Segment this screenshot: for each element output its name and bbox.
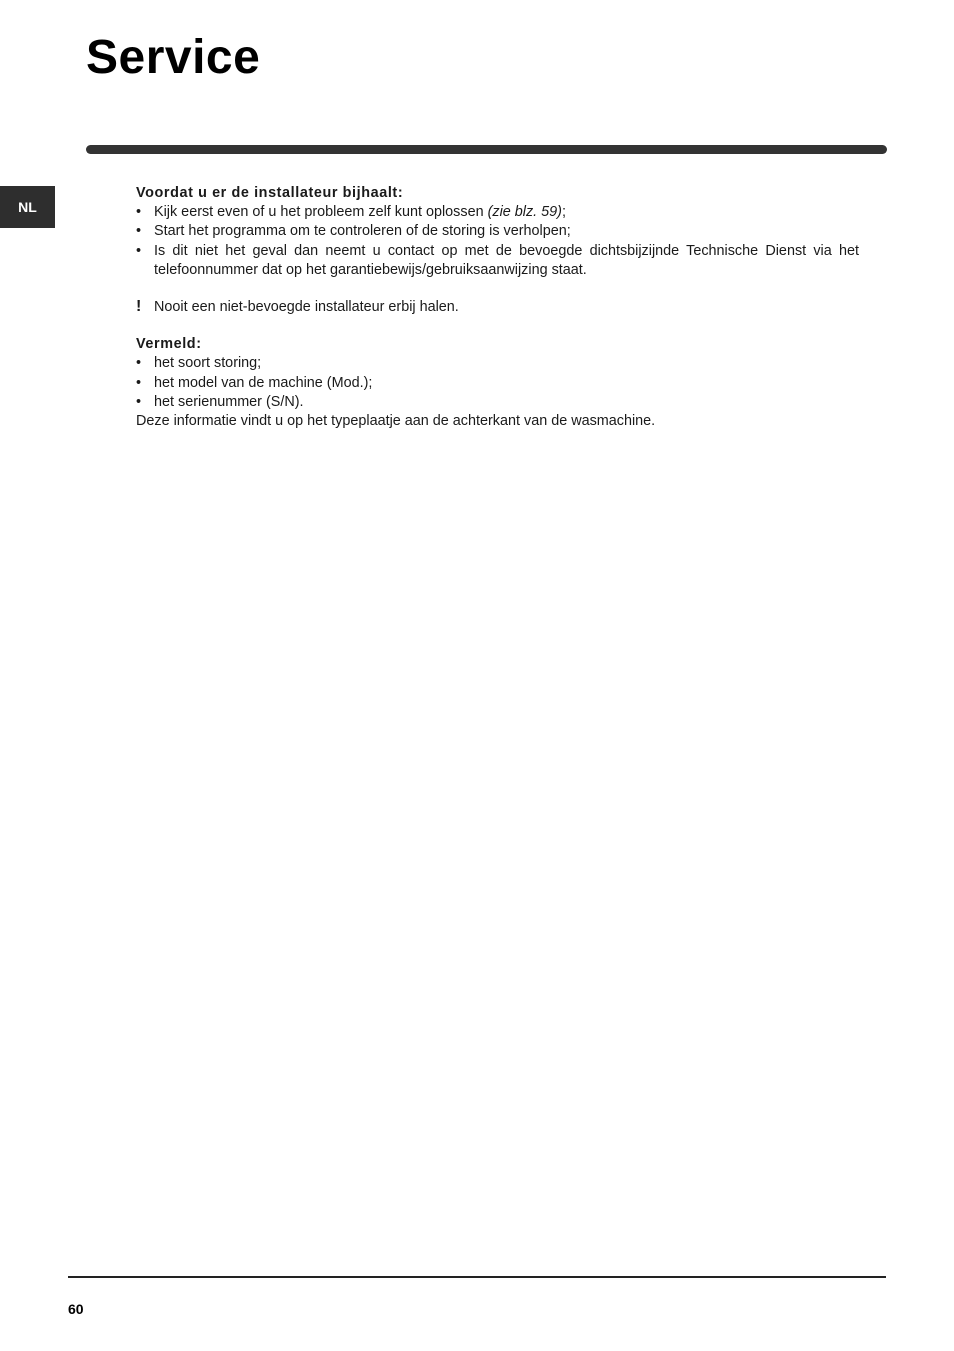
- warning-icon: !: [136, 298, 142, 316]
- list-item-text: Start het programma om te controleren of de storing is verholpen;: [154, 223, 571, 240]
- bullet-icon: •: [136, 374, 142, 391]
- list-item-text: Is dit niet het geval dan neemt u contact op met de bevoegde dichtsbijzijnde Technische Dienst via het telefoonnummer dat op het garantiebewijs/gebruiksaanwijzing staat.: [154, 242, 859, 278]
- page-number: 60: [68, 1301, 84, 1317]
- list-item-text: Kijk eerst even of u het probleem zelf kunt oplossen: [154, 204, 488, 221]
- list-item: [136, 242, 859, 280]
- footer-divider: [68, 1276, 886, 1278]
- list-item: [136, 354, 859, 373]
- info-location-text: Deze informatie vindt u op het typeplaatje aan de achterkant van de wasmachine.: [136, 413, 656, 430]
- bullet-icon: •: [136, 355, 142, 372]
- bullet-icon: •: [136, 204, 142, 221]
- list-item: [136, 203, 859, 222]
- content-body: [136, 184, 859, 431]
- list-item-tail: ;: [561, 204, 566, 221]
- list-item: [136, 393, 859, 412]
- section-heading-mention: Vermeld:: [136, 336, 202, 353]
- list-item-text: het soort storing;: [154, 355, 262, 372]
- warning-text: Nooit een niet-bevoegde installateur erbij halen.: [154, 299, 459, 316]
- bullet-icon: •: [136, 223, 142, 240]
- list-item: [136, 222, 859, 241]
- warning-note: [136, 298, 859, 317]
- page-title: Service: [86, 31, 261, 84]
- bullet-icon: •: [136, 393, 142, 410]
- bullet-icon: •: [136, 242, 142, 259]
- list-item-text: het serienummer (S/N).: [154, 393, 304, 410]
- header-divider: [86, 145, 887, 154]
- language-tab: NL: [0, 186, 55, 228]
- page-reference: (zie blz. 59): [487, 204, 562, 221]
- section-heading-before-calling: Voordat u er de installateur bijhaalt:: [136, 185, 404, 201]
- list-item-text: het model van de machine (Mod.);: [154, 374, 373, 391]
- list-item: [136, 374, 859, 393]
